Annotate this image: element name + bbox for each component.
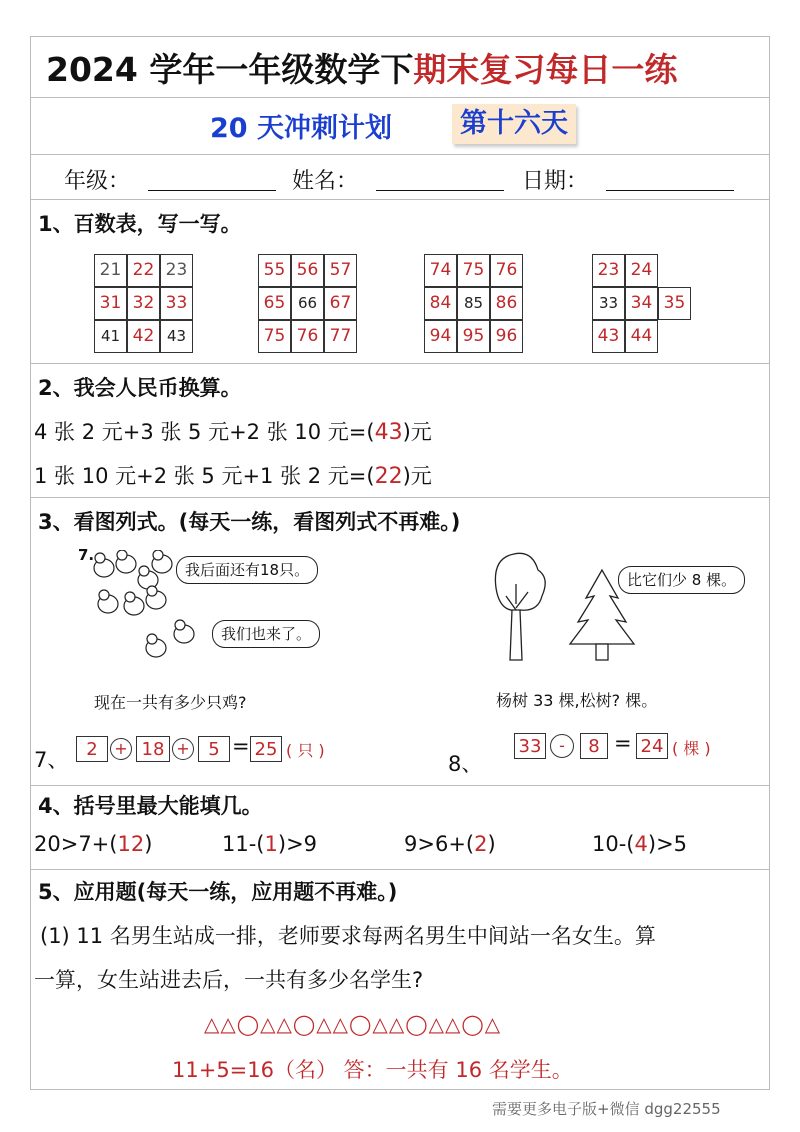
q5-answer: 11+5=16（名） 答：一共有 16 名学生。 bbox=[172, 1058, 573, 1082]
q4-answer: 4 bbox=[634, 832, 648, 856]
grid-cell: 42 bbox=[127, 320, 160, 353]
divider bbox=[31, 199, 769, 200]
chick-icon bbox=[116, 550, 136, 573]
page-title bbox=[46, 44, 677, 91]
q2-line2-tail: )元 bbox=[402, 464, 432, 488]
chick-icon bbox=[146, 586, 166, 609]
operator-circle: - bbox=[550, 734, 574, 758]
grid-cell: 84 bbox=[424, 287, 457, 320]
date-field[interactable] bbox=[606, 190, 734, 191]
q4-answer: 12 bbox=[117, 832, 145, 856]
q3-7-label: 7、 bbox=[34, 748, 69, 772]
grid-cell: 77 bbox=[324, 320, 357, 353]
result-box: 25 bbox=[250, 736, 282, 762]
q4-text: 20>7+( bbox=[34, 832, 118, 856]
grid-cell: 94 bbox=[424, 320, 457, 353]
grid-cell: 76 bbox=[291, 320, 324, 353]
grid-cell: 44 bbox=[625, 320, 658, 353]
grid-cell: 22 bbox=[127, 254, 160, 287]
chick-icon bbox=[94, 553, 114, 577]
q5-text-line1: (1) 11 名男生站成一排，老师要求每两名男生中间站一名女生。算 bbox=[40, 924, 656, 948]
grid-cell: 24 bbox=[625, 254, 658, 287]
q1-title: 1、百数表，写一写。 bbox=[38, 212, 242, 236]
subtitle: 20 天冲刺计划 bbox=[210, 113, 392, 144]
q4-text: 11-( bbox=[222, 832, 265, 856]
grid-cell: 74 bbox=[424, 254, 457, 287]
grid-cell: 75 bbox=[258, 320, 291, 353]
divider bbox=[31, 869, 769, 870]
chick-icon bbox=[98, 590, 118, 613]
divider bbox=[31, 97, 769, 98]
q2-line2 bbox=[34, 460, 432, 490]
grid-cell: 21 bbox=[94, 254, 127, 287]
q4-title: 4、括号里最大能填几。 bbox=[38, 794, 263, 818]
q3-title: 3、看图列式。(每天一练，看图列式不再难。) bbox=[38, 510, 461, 534]
result-box: 24 bbox=[636, 733, 668, 759]
grid-cell: 43 bbox=[160, 320, 193, 353]
chick-icon bbox=[174, 620, 194, 643]
q2-line1-text: 4 张 2 元+3 张 5 元+2 张 10 元=( bbox=[34, 420, 375, 444]
q2-line1-tail: )元 bbox=[402, 420, 432, 444]
q3-8-label: 8、 bbox=[448, 752, 483, 776]
chick-icon bbox=[146, 634, 166, 657]
name-field[interactable] bbox=[376, 190, 504, 191]
footer-note: 需要更多电子版+微信 dgg22555 bbox=[492, 1100, 721, 1118]
q4-text: 10-( bbox=[592, 832, 635, 856]
grade-field[interactable] bbox=[148, 190, 276, 191]
divider bbox=[31, 154, 769, 155]
answer-box: 2 bbox=[76, 736, 108, 762]
q4-answer: 1 bbox=[264, 832, 278, 856]
q3-7-question: 现在一共有多少只鸡? bbox=[94, 693, 247, 712]
date-label: 日期： bbox=[522, 169, 589, 194]
speech-bubble: 我们也来了。 bbox=[212, 620, 320, 648]
trees-picture bbox=[486, 548, 646, 664]
q5-title: 5、应用题(每天一练，应用题不再难。) bbox=[38, 880, 398, 904]
grid-cell: 57 bbox=[324, 254, 357, 287]
q4-item bbox=[592, 832, 687, 856]
divider bbox=[31, 497, 769, 498]
divider bbox=[31, 785, 769, 786]
q4-text: )>9 bbox=[277, 832, 318, 856]
q2-answer2: 22 bbox=[374, 464, 403, 489]
grid-cell: 96 bbox=[490, 320, 523, 353]
answer-box: 18 bbox=[136, 736, 170, 762]
grid-cell: 66 bbox=[291, 287, 324, 320]
q2-answer1: 43 bbox=[374, 420, 403, 445]
unit-label: ( 只 ) bbox=[286, 741, 325, 760]
q5-text-line2: 一算，女生站进去后，一共有多少名学生? bbox=[34, 968, 424, 992]
grid-cell: 43 bbox=[592, 320, 625, 353]
q2-title: 2、我会人民币换算。 bbox=[38, 376, 242, 400]
grid-cell: 23 bbox=[160, 254, 193, 287]
q4-text: 9>6+( bbox=[404, 832, 475, 856]
q4-text: ) bbox=[144, 832, 153, 856]
equals-sign: = bbox=[232, 734, 250, 758]
unit-label: ( 棵 ) bbox=[672, 739, 711, 758]
chick-icon bbox=[124, 592, 144, 615]
day-badge: 第十六天 bbox=[452, 104, 576, 144]
title-text: 2024 学年一年级数学下 bbox=[46, 50, 414, 89]
grid-cell: 67 bbox=[324, 287, 357, 320]
answer-box: 8 bbox=[580, 733, 608, 759]
q2-line2-text: 1 张 10 元+2 张 5 元+1 张 2 元=( bbox=[34, 464, 375, 488]
q4-item bbox=[34, 832, 152, 856]
poplar-tree-icon bbox=[495, 553, 545, 660]
speech-bubble: 比它们少 8 棵。 bbox=[618, 566, 745, 594]
q3-8-question: 杨树 33 棵,松树? 棵。 bbox=[496, 691, 658, 710]
q4-answer: 2 bbox=[474, 832, 488, 856]
speech-bubble: 我后面还有18只。 bbox=[176, 556, 318, 584]
divider bbox=[31, 363, 769, 364]
grid-cell: 65 bbox=[258, 287, 291, 320]
q5-shapes: △△◯△△◯△△◯△△◯△△◯△ bbox=[204, 1012, 502, 1036]
q2-line1 bbox=[34, 416, 432, 446]
grade-label: 年级： bbox=[64, 169, 131, 194]
chick-icon bbox=[152, 550, 172, 573]
title-highlight: 期末复习每日一练 bbox=[413, 50, 678, 89]
q4-text: )>5 bbox=[647, 832, 688, 856]
equals-sign: = bbox=[614, 731, 632, 755]
grid-cell: 33 bbox=[160, 287, 193, 320]
grid-cell: 75 bbox=[457, 254, 490, 287]
grid-cell: 86 bbox=[490, 287, 523, 320]
q4-item bbox=[222, 832, 317, 856]
answer-box: 33 bbox=[514, 733, 546, 759]
grid-cell: 56 bbox=[291, 254, 324, 287]
grid-cell: 76 bbox=[490, 254, 523, 287]
grid-cell: 41 bbox=[94, 320, 127, 353]
grid-cell: 55 bbox=[258, 254, 291, 287]
name-label: 姓名： bbox=[292, 169, 359, 194]
grid-cell: 32 bbox=[127, 287, 160, 320]
grid-cell: 95 bbox=[457, 320, 490, 353]
grid-cell: 35 bbox=[658, 287, 691, 320]
grid-cell: 85 bbox=[457, 287, 490, 320]
problem-number: 7. bbox=[78, 546, 95, 564]
grid-cell: 23 bbox=[592, 254, 625, 287]
grid-cell: 34 bbox=[625, 287, 658, 320]
operator-circle: + bbox=[110, 738, 132, 760]
operator-circle: + bbox=[172, 738, 194, 760]
answer-box: 5 bbox=[198, 736, 230, 762]
grid-cell: 31 bbox=[94, 287, 127, 320]
q4-item bbox=[404, 832, 496, 856]
grid-cell: 33 bbox=[592, 287, 625, 320]
q4-text: ) bbox=[487, 832, 496, 856]
